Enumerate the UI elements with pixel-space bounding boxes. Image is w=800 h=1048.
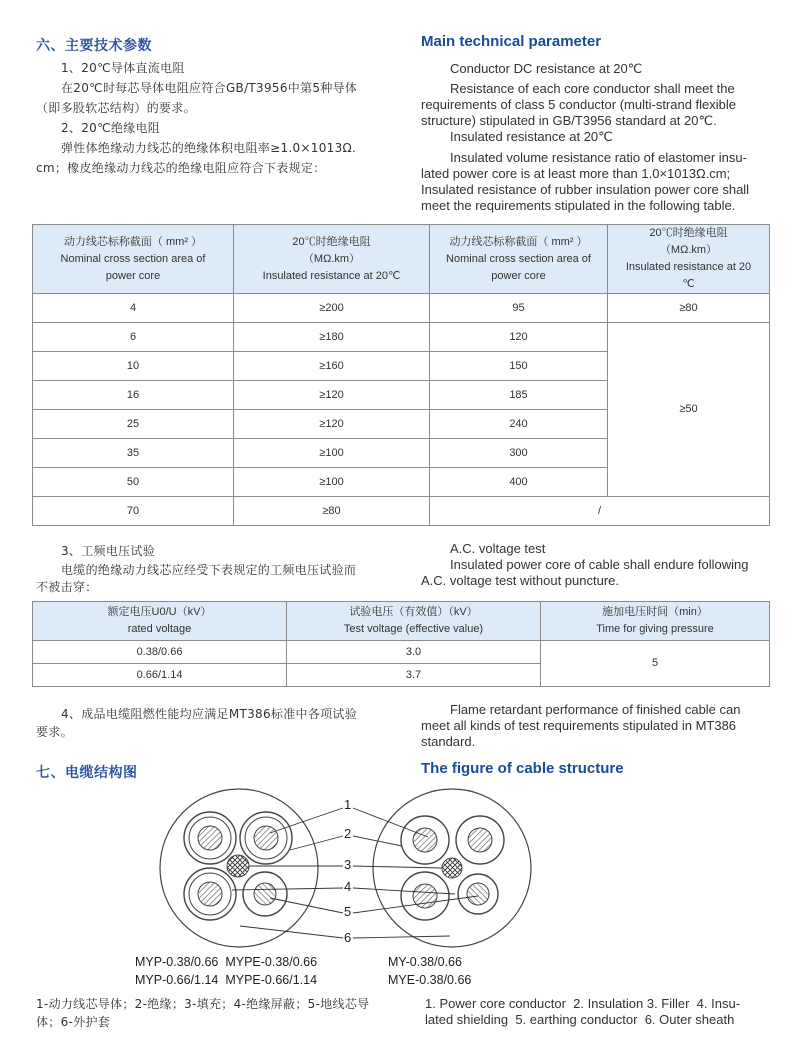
legend-en-2: lated shielding 5. earthing conductor 6. Outer sheath (425, 1012, 735, 1027)
table-cell: ≥100 (234, 439, 430, 468)
power-core (401, 816, 449, 864)
callout-label: 1 (344, 797, 352, 812)
table-row (33, 294, 770, 323)
item2-body-cn-1: 弹性体绝缘动力线芯的绝缘体积电阻率≥1.0×1013Ω. (61, 141, 357, 155)
table-cell: 0.38/0.66 (33, 641, 287, 664)
item1-title-en: Conductor DC resistance at 20℃ (450, 61, 643, 76)
table2-h3-cn: 施加电压时间（min） (602, 606, 708, 618)
table-cell: 10 (33, 352, 234, 381)
section7-heading-cn: 七、电缆结构图 (36, 765, 138, 781)
model-right-1: MY-0.38/0.66 (388, 955, 462, 969)
filler-shape (227, 855, 249, 877)
table-cell: 95 (430, 294, 608, 323)
table-cell: 185 (430, 381, 608, 410)
item2-body-cn-2: cm；橡皮绝缘动力线芯的绝缘电阻应符合下表规定： (36, 161, 326, 175)
table-cell: 25 (33, 410, 234, 439)
item2-body-en-1: Insulated volume resistance ratio of elastomer insu- (450, 150, 747, 165)
table-cell: ≥160 (234, 352, 430, 381)
item4-body-cn-2: 要求。 (36, 725, 73, 739)
table2-h1-cn: 额定电压U0/U（kV） (107, 606, 212, 618)
callout-label: 6 (344, 930, 352, 945)
callout-label: 2 (344, 826, 352, 841)
table-cell: ≥200 (234, 294, 430, 323)
table2-header-row (33, 602, 770, 641)
table1-h1-cn: 动力线芯标称截面（ mm² ） (63, 235, 203, 248)
item1-body-cn-2: （即多股软芯结构）的要求。 (36, 101, 196, 115)
table1-h4-en-2: ℃ (682, 278, 695, 290)
power-core (184, 868, 236, 920)
item1-body-en-2: requirements of class 5 conductor (multi-strand flexible (421, 97, 737, 112)
table-cell: 50 (33, 468, 234, 497)
table-cell: 300 (430, 439, 608, 468)
item3-body-en-2: A.C. voltage test without puncture. (421, 573, 619, 588)
table-cell: ≥180 (234, 323, 430, 352)
callout-label: 5 (344, 904, 352, 919)
item3-body-en-1: Insulated power core of cable shall endure following (450, 557, 749, 572)
item4-body-en-3: standard. (421, 734, 476, 749)
table-cell: 150 (430, 352, 608, 381)
table2-header-cell (287, 602, 541, 641)
model-right-2: MYE-0.38/0.66 (388, 973, 472, 987)
earthing-core (458, 874, 498, 914)
table-cell: 4 (33, 294, 234, 323)
model-left-1: MYP-0.38/0.66 MYPE-0.38/0.66 (135, 955, 318, 969)
item3-title-cn: 3、工频电压试验 (61, 544, 156, 558)
table1-h1-en-2: power core (105, 269, 161, 282)
item4-body-cn-1: 4、成品电缆阻燃性能均应满足MT386标准中各项试验 (61, 707, 358, 721)
item2-body-en-2: lated power core is at least more than 1.0×1013Ω.cm; (421, 166, 731, 181)
table1-header-cell (608, 225, 770, 294)
table-cell: 6 (33, 323, 234, 352)
table2-h1-en: rated voltage (127, 623, 192, 635)
item1-title-cn: 1、20℃导体直流电阻 (61, 61, 185, 75)
table1-h2-unit: （MΩ.km） (302, 252, 361, 265)
table-cell: 16 (33, 381, 234, 410)
filler-shape (442, 858, 462, 878)
table-cell: ≥80 (608, 294, 770, 323)
table2-h2-cn: 试验电压（有效值）（kV） (349, 606, 478, 618)
legend-en-1: 1. Power core conductor 2. Insulation 3. Filler 4. Insu- (425, 996, 741, 1011)
table1-header-cell (33, 225, 234, 294)
table1-h2-cn: 20℃时绝缘电阻 (292, 235, 371, 248)
legend-cn-1: 1-动力线芯导体；2-绝缘；3-填充；4-绝缘屏蔽；5-地线芯导 (36, 997, 370, 1011)
table1-header-row (33, 225, 770, 294)
power-core (456, 816, 504, 864)
power-core (184, 812, 236, 864)
table-cell: 120 (430, 323, 608, 352)
table-cell: ≥80 (234, 497, 430, 526)
table-cell: 35 (33, 439, 234, 468)
table1-merged-cell: ≥50 (608, 323, 770, 497)
table-cell: 400 (430, 468, 608, 497)
table-cell: ≥100 (234, 468, 430, 497)
table1-h1-en-1: Nominal cross section area of (60, 252, 206, 265)
item3-body-cn-2: 不被击穿： (36, 580, 98, 594)
table-cell: / (430, 497, 770, 526)
section6-heading-cn: 六、主要技术参数 (36, 38, 152, 54)
right-cable-section (373, 789, 531, 947)
callout-label: 4 (344, 879, 352, 894)
power-core (401, 872, 449, 920)
table1-header-cell (430, 225, 608, 294)
table-cell: 3.7 (287, 664, 541, 687)
item2-title-cn: 2、20℃绝缘电阻 (61, 121, 161, 135)
left-cable-section (160, 789, 318, 947)
item2-body-en-4: meet the requirements stipulated in the following table. (421, 198, 736, 213)
table1-h4-cn: 20℃时绝缘电阻 (649, 227, 728, 239)
item2-body-en-3: Insulated resistance of rubber insulation power core shall (421, 182, 750, 197)
cable-structure-figure (0, 780, 800, 950)
model-left-2: MYP-0.66/1.14 MYPE-0.66/1.14 (135, 973, 318, 987)
table2-h3-en: Time for giving pressure (596, 623, 714, 635)
table1-h4-en-1: Insulated resistance at 20 (625, 261, 752, 273)
table-cell: ≥120 (234, 410, 430, 439)
item2-title-en: Insulated resistance at 20℃ (450, 129, 613, 144)
table2-header-cell (33, 602, 287, 641)
table1-h2-en: Insulated resistance at 20℃ (262, 269, 401, 282)
table-cell: 0.66/1.14 (33, 664, 287, 687)
section6-heading-en: Main technical parameter (421, 33, 602, 50)
item3-body-cn-1: 电缆的绝缘动力线芯应经受下表规定的工频电压试验而 (61, 563, 357, 577)
table-row (33, 497, 770, 526)
table1-h3-en-1: Nominal cross section area of (446, 252, 591, 265)
item1-body-cn-1: 在20℃时每芯导体电阻应符合GB/T3956中第5种导体 (61, 81, 358, 95)
item4-body-en-2: meet all kinds of test requirements stipulated in MT386 (421, 718, 737, 733)
table-cell: 240 (430, 410, 608, 439)
power-core (240, 812, 292, 864)
table-row (33, 323, 770, 352)
legend-cn-2: 体；6-外护套 (36, 1015, 111, 1029)
earthing-core (243, 872, 287, 916)
ac-voltage-test-table (32, 601, 770, 687)
table-cell: 70 (33, 497, 234, 526)
table-cell: ≥120 (234, 381, 430, 410)
table1-h4-unit: （MΩ.km） (659, 244, 718, 256)
table1-header-cell (234, 225, 430, 294)
table-row (33, 641, 770, 664)
table2-merged-cell: 5 (541, 641, 770, 687)
item4-body-en-1: Flame retardant performance of finished cable can (450, 702, 741, 717)
table1-h3-cn: 动力线芯标称截面（ mm² ） (449, 235, 588, 248)
table2-h2-en: Test voltage (effective value) (343, 623, 484, 635)
callout-label: 3 (344, 857, 352, 872)
table-cell: 3.0 (287, 641, 541, 664)
table2-header-cell (541, 602, 770, 641)
item3-title-en: A.C. voltage test (450, 541, 546, 556)
item1-body-en-1: Resistance of each core conductor shall meet the (450, 81, 735, 96)
insulation-resistance-table (32, 224, 770, 526)
item1-body-en-3: structure) stipulated in GB/T3956 standard at 20℃. (421, 113, 717, 128)
table1-h3-en-2: power core (491, 269, 546, 282)
section7-heading-en: The figure of cable structure (421, 760, 624, 777)
